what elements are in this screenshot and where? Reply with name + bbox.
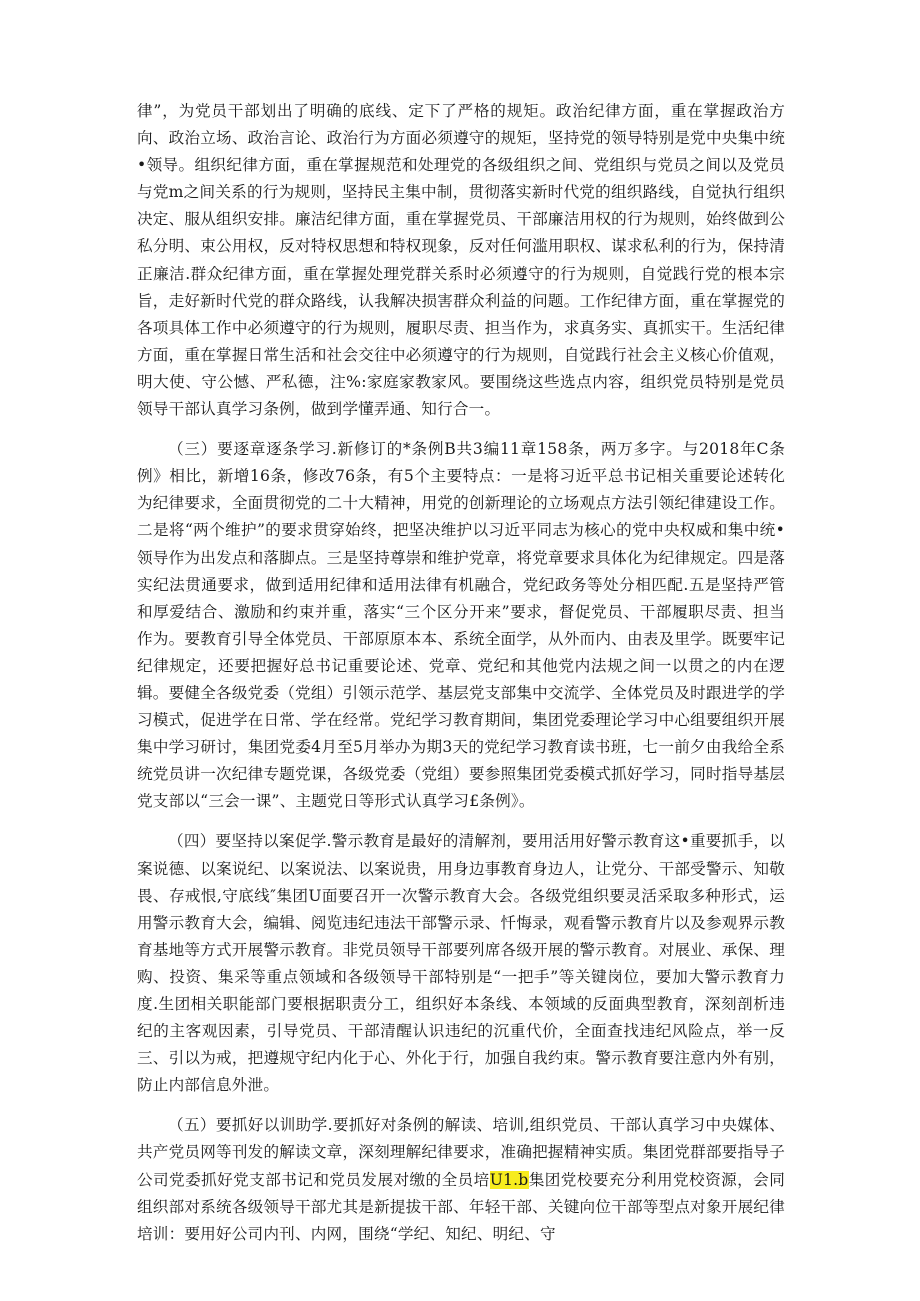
paragraph-political-discipline: 律”，为党员干部划出了明确的底线、定下了严格的规矩。政治纪律方面，重在掌握政治方向、政治立场、政治言论、政治行为方面必须遵守的规矩，坚持党的领导特别是党中央集中统•领导。组织纪律方面，重在掌握规范和处理党的各级组织之间、党组织与党员之间以及党员与党m之间关系的行为规则，坚持民主集中制，贯彻落实新时代党的组织路线，自觉执行组织决定、服从组织安排。廉洁纪律方面，重在掌握党员、干部廉洁用权的行为规则，始终做到公私分明、束公用权，反对特权思想和特权现象，反对任何滥用职权、谋求私利的行为，保持清正廉洁.群众纪律方面，重在掌握处理党群关系时必须遵守的行为规则，自觉践行党的根本宗旨，走好新时代党的群众路线，认我解决损害群众利益的问题。工作纪律方面，重在掌握党的各项具体工作中必须遵守的行为规则，履职尽责、担当作为，求真务实、真抓实干。生活纪律方面，重在掌握日常生活和社会交往中必须遵守的行为规则，自觉践行社会主义核心价值观，明大使、守公憾、严私德，注%:家庭家教家风。要围绕这些选点内容，组织党员特别是党员领导干部认真学习条例，做到学懂弄通、知行合一。 — [137, 102, 785, 419]
highlighted-text: U1.b — [489, 1170, 529, 1189]
paragraph-text-after-highlight: 集团党校要充分利用党校资源，会同组织部对系统各级领导干部尤其是新提拔干部、年轻干部、关键向位干部等型点对象开展纪律培训：要用好公司内刊、内网，围绕“学纪、知纪、明纪、守 — [137, 1170, 785, 1243]
paragraph-text-before-highlight: （五）要抓好以训助学.要抓好对条例的解读、培训,组织党员、干部认真学习中央媒体、共产党员网等刊发的解读文章，深刻理解纪律要求，准确把握精神实质。集团党群部要指导子公司党委抓好党支部书记和党员发展对缴的全员培 — [137, 1116, 785, 1189]
document-page — [137, 98, 785, 1248]
paragraph-study-chapter-by-chapter: （三）要逐章逐条学习.新修订的*条例B共3编11章158条，两万多字。与2018年C条例》相比，新增16条，修改76条，有5个主要特点：一是将习近平总书记相关重要论述转化为纪律要求，全面贯彻党的二十大精神，用党的创新理论的立场观点方法引领纪律建设工作。二是将“两个维护”的要求贯穿始终，把坚决维护以习近平同志为核心的党中央权威和集中统•领导作为出发点和落脚点。三是坚持尊崇和维护党章，将党章要求具体化为纪律规定。四是落实纪法贯通要求，做到适用纪律和适用法律有机融合，党纪政务等处分相匹配.五是坚持严管和厚爱结合、激励和约束并重，落实“三个区分开来”要求，督促党员、干部履职尽责、担当作为。要教育引导全体党员、干部原原本本、系统全面学，从外而内、由表及里学。既要牢记纪律规定，还要把握好总书记重要论述、党章、党纪和其他党内法规之间一以贯之的内在逻辑。要健全各级党委（党组）引领示范学、基层党支部集中交流学、全体党员及时跟进学的学习模式，促进学在日常、学在经常。党纪学习教育期间，集团党委理论学习中心组要组织开展集中学习研讨，集团党委4月至5月举办为期3天的党纪学习教育读书班，七一前夕由我给全系统党员讲一次纪律专题党课，各级党委（党组）要参照集团党委模式抓好学习，同时指导基层党支部以“三会一课”、主题党日等形式认真学习£条例》。 — [137, 440, 785, 811]
paragraph-training-assisted-learning — [137, 1112, 785, 1247]
paragraph-case-based-learning: （四）要坚持以案促学.警示教育是最好的清解剂，要用活用好警示教育这•重要抓手，以案说德、以案说纪、以案说法、以案说贵，用身边事教育身边人，让党分、干部受警示、知敬畏、存戒恨,守底线″集团U面要召开一次警示教育大会。各级党组织要灵活采取多种形式，运用警示教育大会，编辑、阅览违纪违法干部警示录、忏悔录，观看警示教育片以及参观界示教育基地等方式开展警示教育。非党员领导干部要列席各级开展的警示教育。对展业、承保、理购、投资、集采等重点领域和各级领导干部特别是“一把手”等关键岗位，要加大警示教育力度.生团相关职能部门要根据职责分工，组织好本条线、本领域的反面典型教育，深刻剖析违纪的主客观因素，引导党员、干部清醒认识违纪的沉重代价，全面查找违纪风险点，举一反三、引以为戒，把遵规守纪内化于心、外化于行，加强自我约束。警示教育要注意内外有别，防止内部信息外泄。 — [137, 832, 785, 1095]
